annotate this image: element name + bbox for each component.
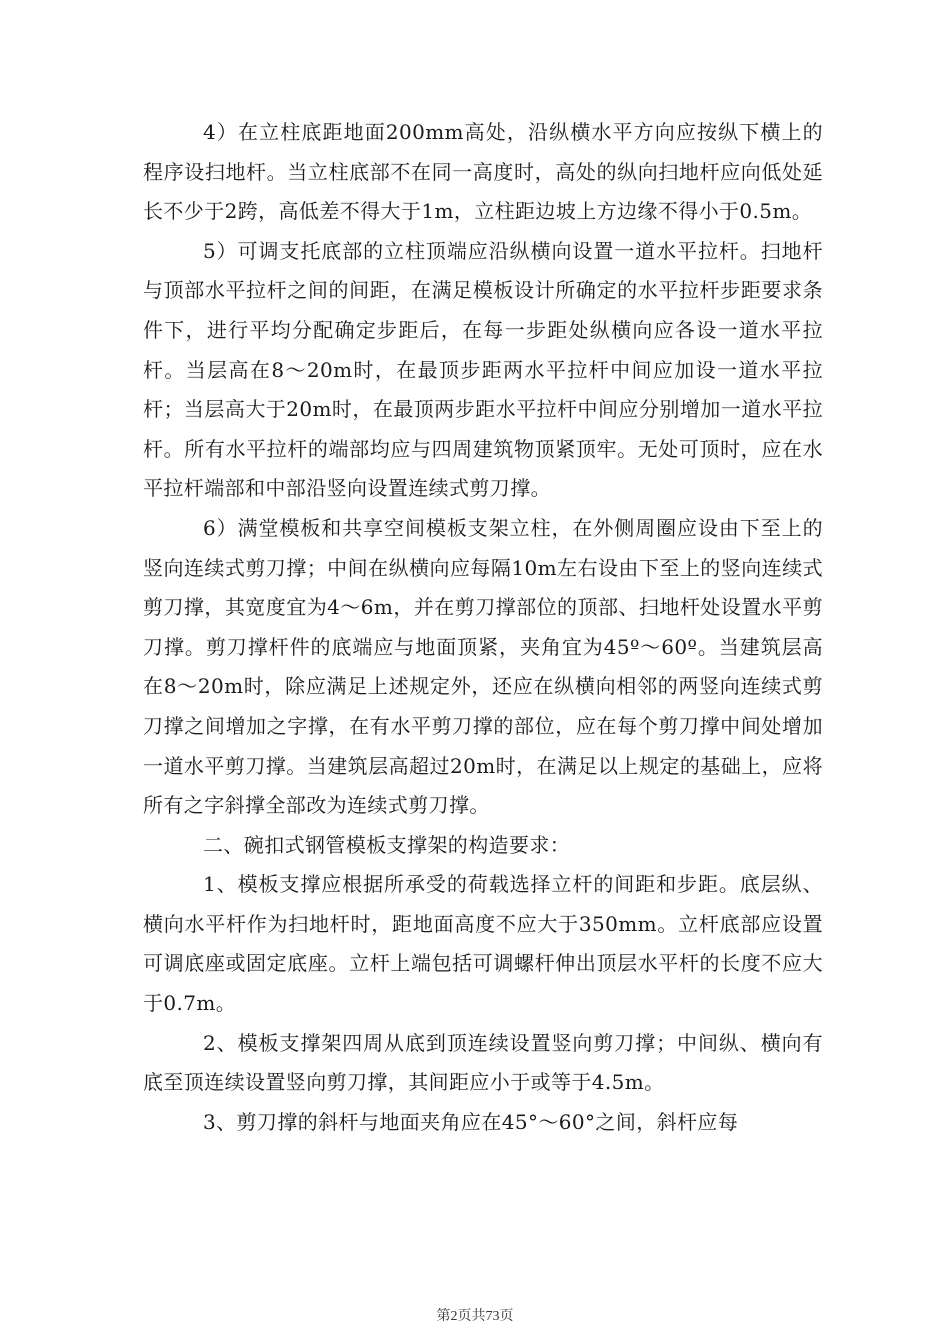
paragraph-scissor-brace: 6）满堂模板和共享空间模板支架立柱，在外侧周圈应设由下至上的竖向连续式剪刀撑；中间在纵横向应每隔10m左右设由下至上的竖向连续式剪刀撑，其宽度宜为4～6m，并在剪刀撑部位的顶部、扫地杆处设置水平剪刀撑。剪刀撑杆件的底端应与地面顶紧，夹角宜为45º～60º。当建筑层高在8～20m时，除应满足上述规定外，还应在纵横向相邻的两竖向连续式剪刀撑之间增加之字撑，在有水平剪刀撑的部位，应在每个剪刀撑中间处增加一道水平剪刀撑。当建筑层高超过20m时，在满足以上规定的基础上，应将所有之字斜撑全部改为连续式剪刀撑。 [143,515,823,818]
document-body [143,113,823,1142]
paragraph-sweep-rod: 4）在立柱底距地面200mm高处，沿纵横水平方向应按纵下横上的程序设扫地杆。当立柱底部不在同一高度时，高处的纵向扫地杆应向低处延长不少于2跨，高低差不得大于1m，立柱距边坡上方边缘不得小于0.5m。 [143,120,823,224]
footer-suffix: 页 [499,1308,514,1324]
list-item: 3、剪刀撑的斜杆与地面夹角应在45°～60°之间，斜杆应每 [203,1109,739,1134]
page-number: 2 [450,1309,458,1324]
total-pages: 73 [485,1309,500,1324]
list-item: 1、模板支撑应根据所承受的荷载选择立杆的间距和步距。底层纵、横向水平杆作为扫地杆时，距地面高度不应大于350mm。立杆底部应设置可调底座或固定底座。立杆上端包括可调螺杆伸出顶层水平杆的长度不应大于0.7m。 [143,872,823,1016]
list-item: 2、模板支撑架四周从底到顶连续设置竖向剪刀撑；中间纵、横向有底至顶连续设置竖向剪刀撑，其间距应小于或等于4.5m。 [143,1030,823,1095]
page-footer [0,1305,950,1325]
footer-middle: 页共 [457,1308,486,1324]
footer-prefix: 第 [436,1308,451,1324]
paragraph-horizontal-tie-rod: 5）可调支托底部的立柱顶端应沿纵横向设置一道水平拉杆。扫地杆与顶部水平拉杆之间的间距，在满足模板设计所确定的水平拉杆步距要求条件下，进行平均分配确定步距后，在每一步距处纵横向应各设一道水平拉杆。当层高在8～20m时，在最顶步距两水平拉杆中间应加设一道水平拉杆；当层高大于20m时，在最顶两步距水平拉杆中间应分别增加一道水平拉杆。所有水平拉杆的端部均应与四周建筑物顶紧顶牢。无处可顶时，应在水平拉杆端部和中部沿竖向设置连续式剪刀撑。 [143,238,823,501]
section-heading: 二、碗扣式钢管模板支撑架的构造要求： [203,832,571,857]
